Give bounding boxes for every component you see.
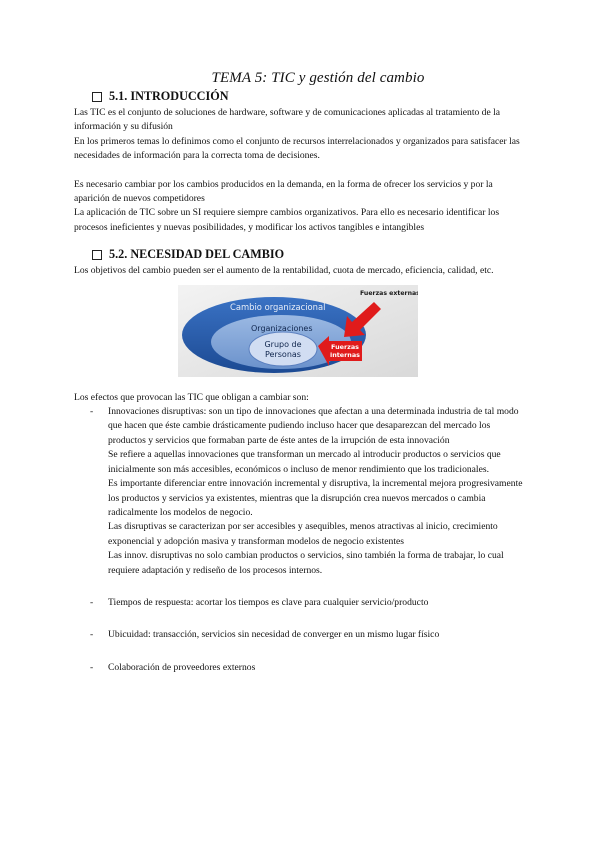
paragraph-effects-intro: Los efectos que provocan las TIC que obligan a cambiar son:	[74, 391, 309, 403]
document-page	[74, 70, 524, 675]
section-heading-text: 5.2. NECESIDAD DEL CAMBIO	[109, 247, 285, 262]
list-item	[74, 405, 524, 578]
list-item	[74, 661, 524, 675]
bullet-dash: -	[90, 661, 94, 673]
effects-list	[74, 405, 524, 675]
paragraph: Es necesario cambiar por los cambios producidos en la demanda, en la forma de ofrecer los servicios y por la aparición de nuevos competidores	[74, 178, 493, 205]
list-item-text: Ubicuidad: transacción, servicios sin necesidad de converger en un mismo lugar físico	[108, 629, 440, 641]
outer-label: Cambio organizacional	[230, 301, 326, 312]
paragraph: Las TIC es el conjunto de soluciones de hardware, software y de comunicaciones aplicadas al tratamiento de la información y su difusión	[74, 107, 501, 133]
section-heading-text: 5.1. INTRODUCCIÓN	[109, 89, 229, 103]
bullet-dash: -	[90, 596, 94, 608]
paragraph: Los objetivos del cambio pueden ser el aumento de la rentabilidad, cuota de mercado, eficiencia, calidad, etc.	[74, 265, 494, 277]
middle-label: Organizaciones	[251, 323, 313, 333]
external-label: Fuerzas externas	[360, 289, 418, 297]
list-item-text: Las innov. disruptivas no solo cambian productos o servicios, sino también la forma de trabajar, lo cual requiere adaptación y rediseño de los procesos internos.	[108, 550, 504, 576]
diagram-graphic	[178, 285, 418, 377]
document-title: TEMA 5: TIC y gestión del cambio	[211, 70, 425, 86]
internal-label: Fuerzas	[331, 342, 359, 351]
checkbox-icon	[92, 92, 102, 102]
list-item	[74, 628, 524, 642]
list-item-text: Las disruptivas se caracterizan por ser accesibles y asequibles, menos atractivas al inicio, crecimiento exponencial y adopción masiva y transforman modelos de negocio existentes	[108, 521, 498, 547]
list-item-text: Innovaciones disruptivas: son un tipo de innovaciones que afectan a una determinada industria de tal modo que hacen que éste cambie drásticamente pudiendo incluso hacer que desaparezcan del mercado los productos y servicios que formaban parte de éste antes de la irrupción de esta innovación	[108, 406, 519, 446]
list-item-text: Se refiere a aquellas innovaciones que transforman un mercado al introducir productos o servicios que inicialmente son más accesibles, económicos o incluso de menor rendimiento que los tradicionales.	[108, 449, 501, 475]
internal-label: internas	[330, 350, 360, 359]
inner-ellipse	[249, 332, 317, 366]
inner-label: Personas	[265, 349, 301, 359]
list-item	[74, 596, 524, 610]
paragraph: La aplicación de TIC sobre un SI requiere siempre cambios organizativos. Para ello es necesario identificar los procesos ineficientes y nuevas posibilidades, y modificar los activos tangibles e intangibles	[74, 207, 500, 233]
bullet-dash: -	[90, 406, 94, 418]
bullet-dash: -	[90, 629, 94, 641]
list-item-text: Es importante diferenciar entre innovación incremental y disruptiva, la incremental mejora progresivamente los productos y servicios ya existentes, mientras que la disrupción crea nuevos mercados o cambia radicalmente los modelos de negocio.	[108, 478, 523, 518]
change-forces-diagram	[178, 285, 418, 377]
section-heading-introduccion	[92, 89, 524, 104]
paragraph: En los primeros temas lo definimos como el conjunto de recursos interrelacionados y organizados para satisfacer las necesidades de información para la correcta toma de decisiones.	[74, 135, 520, 162]
list-item-text: Tiempos de respuesta: acortar los tiempos es clave para cualquier servicio/producto	[108, 596, 429, 608]
list-item-text: Colaboración de proveedores externos	[108, 661, 256, 673]
inner-label: Grupo de	[264, 339, 302, 349]
checkbox-icon	[92, 250, 102, 260]
section-heading-necesidad	[92, 247, 524, 262]
